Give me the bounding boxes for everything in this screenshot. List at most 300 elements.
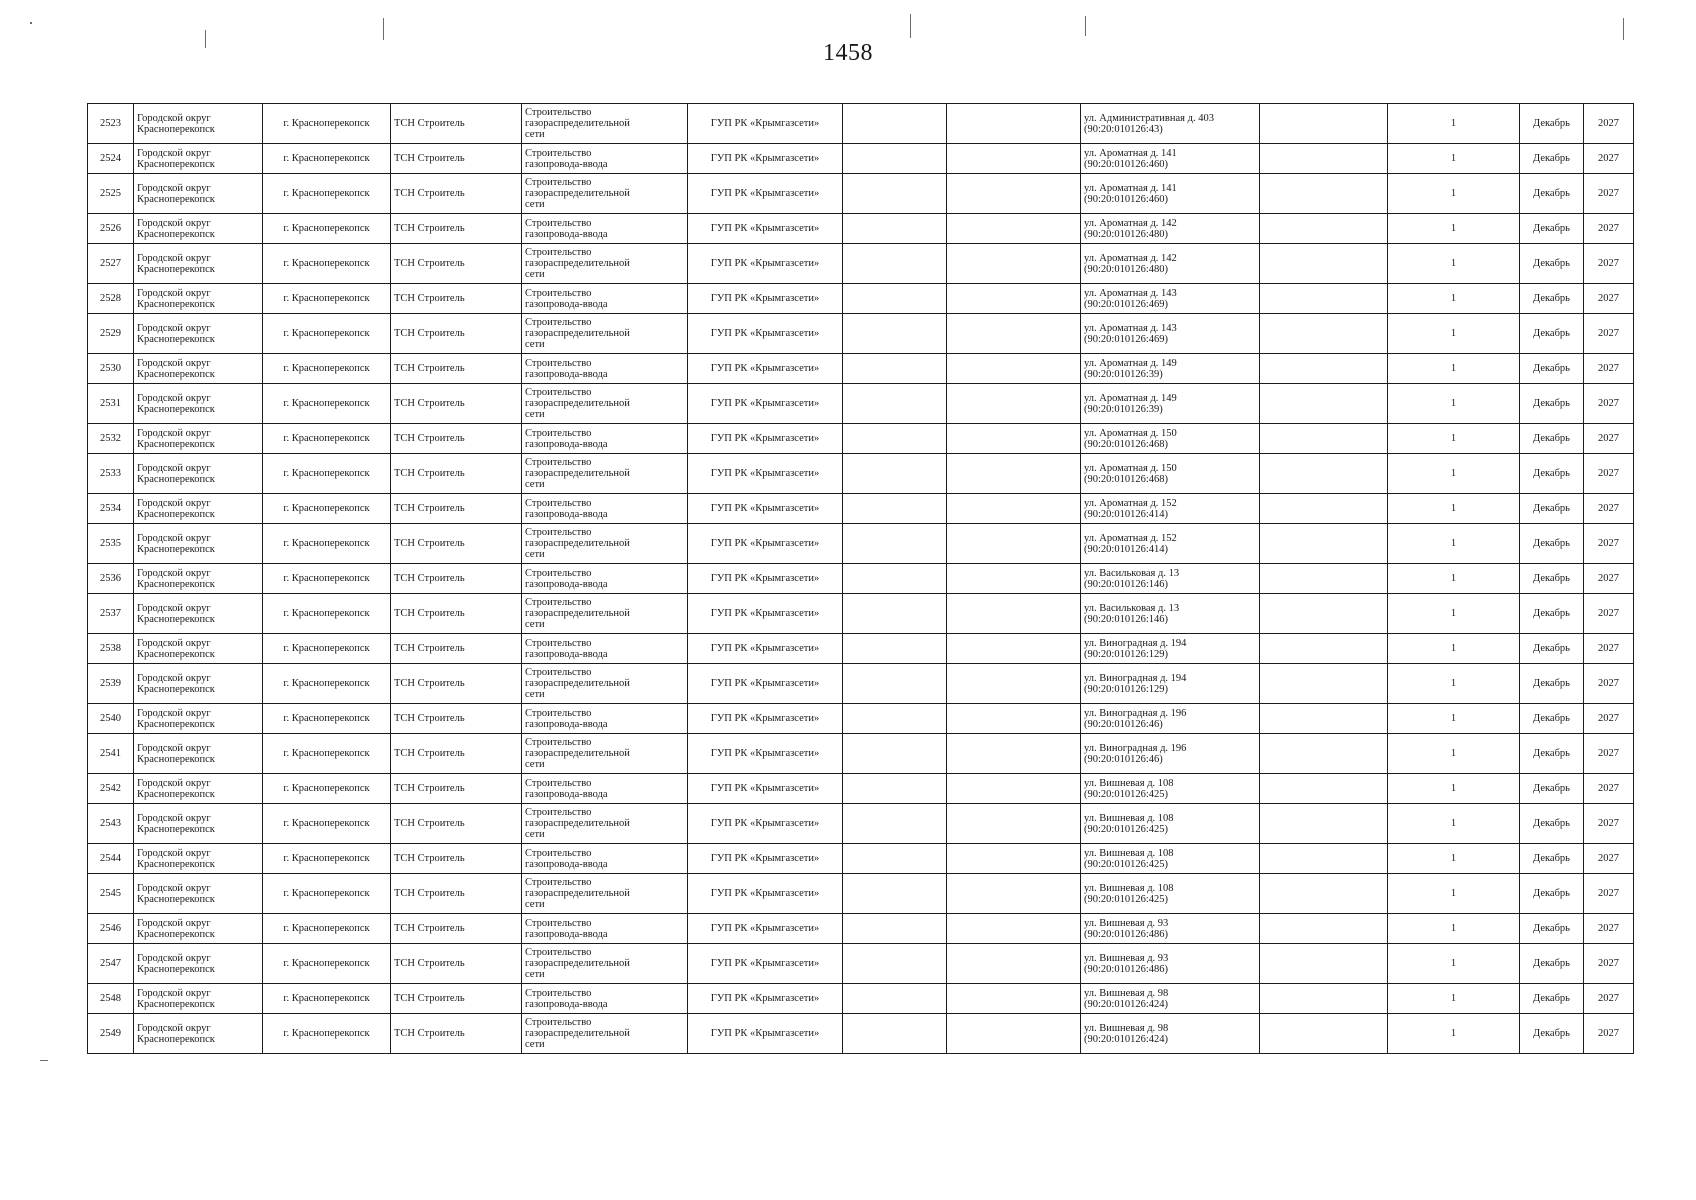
empty-cell (843, 174, 947, 214)
partnership-cell: ТСН Строитель (391, 174, 522, 214)
row-number-cell: 2541 (88, 734, 134, 774)
address-cell (1081, 524, 1260, 564)
partnership-cell: ТСН Строитель (391, 804, 522, 844)
district-cell-line: Красноперекопск (137, 193, 215, 205)
work-type-cell-line: газораспределительной (525, 748, 630, 759)
address-cell-line: ул. Виноградная д. 196 (1084, 707, 1187, 719)
row-number-cell: 2535 (88, 524, 134, 564)
work-type-cell-line: сети (525, 129, 545, 140)
work-type-cell (522, 174, 688, 214)
address-cell-line: ул. Ароматная д. 149 (1084, 357, 1177, 369)
month-cell: Декабрь (1520, 524, 1584, 564)
address-cell-line: (90:20:010126:39) (1084, 403, 1163, 415)
empty-cell (947, 174, 1081, 214)
city-cell: г. Красноперекопск (263, 594, 391, 634)
organization-cell: ГУП РК «Крымгазсети» (688, 874, 843, 914)
work-type-cell-line: Строительство (525, 427, 592, 439)
year-cell: 2027 (1584, 1014, 1634, 1054)
district-cell (134, 454, 263, 494)
district-cell-line: Красноперекопск (137, 473, 215, 485)
table-row (88, 874, 1634, 914)
city-cell: г. Красноперекопск (263, 424, 391, 454)
scan-artifact (383, 18, 384, 40)
city-cell: г. Красноперекопск (263, 564, 391, 594)
partnership-cell: ТСН Строитель (391, 1014, 522, 1054)
district-cell (134, 104, 263, 144)
work-type-cell-line: Строительство (525, 177, 592, 188)
partnership-cell: ТСН Строитель (391, 104, 522, 144)
work-type-cell-line: Строительство (525, 877, 592, 888)
city-cell: г. Красноперекопск (263, 944, 391, 984)
row-number-cell: 2538 (88, 634, 134, 664)
address-cell-line: ул. Вишневая д. 108 (1084, 777, 1174, 789)
count-cell: 1 (1388, 244, 1520, 284)
city-cell: г. Красноперекопск (263, 664, 391, 704)
table-row (88, 914, 1634, 944)
row-number-cell: 2547 (88, 944, 134, 984)
empty-cell (843, 844, 947, 874)
count-cell: 1 (1388, 984, 1520, 1014)
district-cell-line: Красноперекопск (137, 928, 215, 940)
organization-cell: ГУП РК «Крымгазсети» (688, 914, 843, 944)
scan-artifact (30, 22, 32, 24)
district-cell-line: Городской округ (137, 812, 211, 824)
count-cell: 1 (1388, 944, 1520, 984)
address-cell (1081, 634, 1260, 664)
address-cell-line: ул. Васильковая д. 13 (1084, 567, 1180, 579)
count-cell: 1 (1388, 844, 1520, 874)
empty-cell (947, 524, 1081, 564)
organization-cell: ГУП РК «Крымгазсети» (688, 734, 843, 774)
work-type-cell (522, 774, 688, 804)
address-cell-line: (90:20:010126:146) (1084, 613, 1168, 625)
month-cell: Декабрь (1520, 494, 1584, 524)
address-cell (1081, 664, 1260, 704)
address-cell-line: ул. Ароматная д. 143 (1084, 322, 1177, 334)
district-cell (134, 214, 263, 244)
empty-cell (843, 774, 947, 804)
district-cell-line: Городской округ (137, 287, 211, 299)
empty-cell (1260, 244, 1388, 284)
work-type-cell-line: Строительство (525, 107, 592, 118)
empty-cell (1260, 524, 1388, 564)
table-row (88, 284, 1634, 314)
empty-cell (843, 664, 947, 704)
work-type-cell-line: газопровода-ввода (525, 648, 608, 660)
row-number-cell: 2526 (88, 214, 134, 244)
row-number-cell: 2536 (88, 564, 134, 594)
work-type-cell-line: Строительство (525, 357, 592, 369)
count-cell: 1 (1388, 874, 1520, 914)
work-type-cell-line: газораспределительной (525, 398, 630, 409)
empty-cell (947, 244, 1081, 284)
year-cell: 2027 (1584, 914, 1634, 944)
row-number-cell: 2532 (88, 424, 134, 454)
district-cell-line: Красноперекопск (137, 683, 215, 695)
work-type-cell (522, 144, 688, 174)
partnership-cell: ТСН Строитель (391, 354, 522, 384)
year-cell: 2027 (1584, 104, 1634, 144)
table-row (88, 104, 1634, 144)
count-cell: 1 (1388, 914, 1520, 944)
district-cell-line: Городской округ (137, 707, 211, 719)
work-type-cell (522, 524, 688, 564)
work-type-cell-line: сети (525, 1039, 545, 1050)
district-cell-line: Городской округ (137, 322, 211, 334)
partnership-cell: ТСН Строитель (391, 774, 522, 804)
work-type-cell-line: газопровода-ввода (525, 858, 608, 870)
scan-artifact (1085, 16, 1086, 36)
empty-cell (1260, 424, 1388, 454)
work-type-cell (522, 804, 688, 844)
address-cell-line: ул. Ароматная д. 150 (1084, 462, 1177, 474)
month-cell: Декабрь (1520, 704, 1584, 734)
city-cell: г. Красноперекопск (263, 454, 391, 494)
work-type-cell-line: Строительство (525, 387, 592, 398)
work-type-cell-line: газопровода-ввода (525, 578, 608, 590)
work-type-cell-line: газопровода-ввода (525, 508, 608, 520)
address-cell-line: ул. Виноградная д. 196 (1084, 742, 1187, 754)
gasification-registry-table (87, 103, 1634, 1054)
work-type-cell-line: газораспределительной (525, 678, 630, 689)
year-cell: 2027 (1584, 734, 1634, 774)
district-cell (134, 354, 263, 384)
empty-cell (843, 734, 947, 774)
empty-cell (1260, 284, 1388, 314)
partnership-cell: ТСН Строитель (391, 524, 522, 564)
organization-cell: ГУП РК «Крымгазсети» (688, 524, 843, 564)
district-cell-line: Городской округ (137, 112, 211, 124)
table-row (88, 244, 1634, 284)
month-cell: Декабрь (1520, 564, 1584, 594)
district-cell-line: Красноперекопск (137, 403, 215, 415)
empty-cell (1260, 774, 1388, 804)
row-number-cell: 2548 (88, 984, 134, 1014)
row-number-cell: 2524 (88, 144, 134, 174)
empty-cell (947, 634, 1081, 664)
table-row (88, 774, 1634, 804)
work-type-cell-line: газораспределительной (525, 258, 630, 269)
address-cell (1081, 944, 1260, 984)
address-cell (1081, 984, 1260, 1014)
work-type-cell-line: Строительство (525, 497, 592, 509)
address-cell-line: (90:20:010126:468) (1084, 438, 1168, 450)
empty-cell (947, 424, 1081, 454)
address-cell-line: ул. Ароматная д. 141 (1084, 182, 1177, 194)
district-cell-line: Красноперекопск (137, 753, 215, 765)
year-cell: 2027 (1584, 144, 1634, 174)
address-cell-line: ул. Виноградная д. 194 (1084, 637, 1187, 649)
city-cell: г. Красноперекопск (263, 174, 391, 214)
district-cell (134, 844, 263, 874)
table-row (88, 144, 1634, 174)
address-cell-line: (90:20:010126:486) (1084, 928, 1168, 940)
work-type-cell-line: Строительство (525, 847, 592, 859)
address-cell (1081, 804, 1260, 844)
city-cell: г. Красноперекопск (263, 284, 391, 314)
work-type-cell-line: сети (525, 619, 545, 630)
district-cell-line: Красноперекопск (137, 578, 215, 590)
address-cell (1081, 704, 1260, 734)
address-cell (1081, 914, 1260, 944)
district-cell (134, 564, 263, 594)
work-type-cell-line: Строительство (525, 707, 592, 719)
work-type-cell (522, 984, 688, 1014)
district-cell-line: Городской округ (137, 252, 211, 264)
row-number-cell: 2540 (88, 704, 134, 734)
year-cell: 2027 (1584, 564, 1634, 594)
city-cell: г. Красноперекопск (263, 384, 391, 424)
work-type-cell-line: сети (525, 899, 545, 910)
scan-artifact (1623, 18, 1624, 40)
empty-cell (843, 214, 947, 244)
address-cell-line: ул. Ароматная д. 141 (1084, 147, 1177, 159)
address-cell (1081, 174, 1260, 214)
work-type-cell-line: Строительство (525, 597, 592, 608)
district-cell (134, 664, 263, 704)
registry-rows (88, 104, 1634, 1054)
work-type-cell (522, 664, 688, 704)
row-number-cell: 2534 (88, 494, 134, 524)
organization-cell: ГУП РК «Крымгазсети» (688, 244, 843, 284)
work-type-cell-line: Строительство (525, 917, 592, 929)
address-cell-line: ул. Вишневая д. 108 (1084, 812, 1174, 824)
organization-cell: ГУП РК «Крымгазсети» (688, 804, 843, 844)
empty-cell (843, 384, 947, 424)
address-cell-line: (90:20:010126:480) (1084, 263, 1168, 275)
city-cell: г. Красноперекопск (263, 774, 391, 804)
work-type-cell-line: сети (525, 409, 545, 420)
empty-cell (1260, 144, 1388, 174)
work-type-cell (522, 244, 688, 284)
work-type-cell (522, 844, 688, 874)
partnership-cell: ТСН Строитель (391, 984, 522, 1014)
district-cell (134, 424, 263, 454)
table-row (88, 984, 1634, 1014)
row-number-cell: 2531 (88, 384, 134, 424)
address-cell (1081, 354, 1260, 384)
count-cell: 1 (1388, 704, 1520, 734)
empty-cell (947, 774, 1081, 804)
empty-cell (1260, 734, 1388, 774)
empty-cell (947, 914, 1081, 944)
count-cell: 1 (1388, 564, 1520, 594)
district-cell-line: Городской округ (137, 917, 211, 929)
count-cell: 1 (1388, 454, 1520, 494)
address-cell (1081, 774, 1260, 804)
month-cell: Декабрь (1520, 174, 1584, 214)
district-cell (134, 734, 263, 774)
work-type-cell-line: Строительство (525, 567, 592, 579)
count-cell: 1 (1388, 594, 1520, 634)
count-cell: 1 (1388, 314, 1520, 354)
city-cell: г. Красноперекопск (263, 524, 391, 564)
empty-cell (1260, 664, 1388, 704)
table-row (88, 454, 1634, 494)
district-cell-line: Красноперекопск (137, 508, 215, 520)
table-row (88, 634, 1634, 664)
district-cell-line: Красноперекопск (137, 123, 215, 135)
address-cell-line: ул. Вишневая д. 108 (1084, 847, 1174, 859)
empty-cell (843, 984, 947, 1014)
work-type-cell-line: газопровода-ввода (525, 928, 608, 940)
address-cell-line: (90:20:010126:468) (1084, 473, 1168, 485)
district-cell-line: Городской округ (137, 357, 211, 369)
address-cell-line: (90:20:010126:129) (1084, 683, 1168, 695)
row-number-cell: 2542 (88, 774, 134, 804)
work-type-cell (522, 594, 688, 634)
address-cell-line: (90:20:010126:460) (1084, 158, 1168, 170)
district-cell-line: Красноперекопск (137, 368, 215, 380)
work-type-cell-line: сети (525, 339, 545, 350)
district-cell-line: Городской округ (137, 987, 211, 999)
organization-cell: ГУП РК «Крымгазсети» (688, 564, 843, 594)
district-cell-line: Красноперекопск (137, 648, 215, 660)
partnership-cell: ТСН Строитель (391, 944, 522, 984)
table-row (88, 384, 1634, 424)
month-cell: Декабрь (1520, 984, 1584, 1014)
work-type-cell (522, 454, 688, 494)
count-cell: 1 (1388, 424, 1520, 454)
address-cell (1081, 734, 1260, 774)
year-cell: 2027 (1584, 424, 1634, 454)
organization-cell: ГУП РК «Крымгазсети» (688, 284, 843, 314)
table-row (88, 214, 1634, 244)
partnership-cell: ТСН Строитель (391, 874, 522, 914)
empty-cell (843, 594, 947, 634)
address-cell (1081, 424, 1260, 454)
city-cell: г. Красноперекопск (263, 214, 391, 244)
address-cell-line: ул. Виноградная д. 194 (1084, 672, 1187, 684)
work-type-cell-line: сети (525, 689, 545, 700)
month-cell: Декабрь (1520, 104, 1584, 144)
month-cell: Декабрь (1520, 844, 1584, 874)
work-type-cell-line: Строительство (525, 217, 592, 229)
district-cell-line: Красноперекопск (137, 998, 215, 1010)
work-type-cell-line: газораспределительной (525, 538, 630, 549)
year-cell: 2027 (1584, 844, 1634, 874)
row-number-cell: 2549 (88, 1014, 134, 1054)
district-cell (134, 704, 263, 734)
district-cell (134, 174, 263, 214)
empty-cell (843, 1014, 947, 1054)
address-cell-line: (90:20:010126:460) (1084, 193, 1168, 205)
address-cell-line: (90:20:010126:146) (1084, 578, 1168, 590)
table-row (88, 174, 1634, 214)
district-cell-line: Городской округ (137, 497, 211, 509)
address-cell-line: ул. Вишневая д. 98 (1084, 1022, 1169, 1034)
scan-artifact (205, 30, 206, 48)
table-row (88, 704, 1634, 734)
month-cell: Декабрь (1520, 874, 1584, 914)
address-cell-line: (90:20:010126:129) (1084, 648, 1168, 660)
empty-cell (1260, 944, 1388, 984)
count-cell: 1 (1388, 494, 1520, 524)
partnership-cell: ТСН Строитель (391, 914, 522, 944)
work-type-cell-line: Строительство (525, 247, 592, 258)
empty-cell (947, 564, 1081, 594)
organization-cell: ГУП РК «Крымгазсети» (688, 634, 843, 664)
address-cell-line: (90:20:010126:414) (1084, 543, 1168, 555)
row-number-cell: 2529 (88, 314, 134, 354)
partnership-cell: ТСН Строитель (391, 564, 522, 594)
work-type-cell-line: сети (525, 549, 545, 560)
address-cell-line: (90:20:010126:469) (1084, 298, 1168, 310)
district-cell-line: Городской округ (137, 637, 211, 649)
empty-cell (843, 804, 947, 844)
partnership-cell: ТСН Строитель (391, 704, 522, 734)
month-cell: Декабрь (1520, 1014, 1584, 1054)
district-cell-line: Городской округ (137, 602, 211, 614)
work-type-cell-line: газопровода-ввода (525, 998, 608, 1010)
scan-artifact (40, 1060, 48, 1061)
year-cell: 2027 (1584, 384, 1634, 424)
organization-cell: ГУП РК «Крымгазсети» (688, 704, 843, 734)
city-cell: г. Красноперекопск (263, 634, 391, 664)
city-cell: г. Красноперекопск (263, 1014, 391, 1054)
count-cell: 1 (1388, 774, 1520, 804)
empty-cell (843, 634, 947, 664)
work-type-cell-line: газораспределительной (525, 468, 630, 479)
district-cell-line: Городской округ (137, 392, 211, 404)
empty-cell (843, 104, 947, 144)
city-cell: г. Красноперекопск (263, 314, 391, 354)
year-cell: 2027 (1584, 704, 1634, 734)
district-cell (134, 634, 263, 664)
address-cell (1081, 494, 1260, 524)
empty-cell (1260, 984, 1388, 1014)
work-type-cell-line: Строительство (525, 1017, 592, 1028)
empty-cell (1260, 354, 1388, 384)
month-cell: Декабрь (1520, 914, 1584, 944)
empty-cell (947, 314, 1081, 354)
empty-cell (1260, 704, 1388, 734)
district-cell (134, 144, 263, 174)
address-cell-line: ул. Ароматная д. 143 (1084, 287, 1177, 299)
empty-cell (947, 494, 1081, 524)
organization-cell: ГУП РК «Крымгазсети» (688, 424, 843, 454)
partnership-cell: ТСН Строитель (391, 494, 522, 524)
year-cell: 2027 (1584, 284, 1634, 314)
empty-cell (947, 384, 1081, 424)
partnership-cell: ТСН Строитель (391, 734, 522, 774)
partnership-cell: ТСН Строитель (391, 384, 522, 424)
row-number-cell: 2545 (88, 874, 134, 914)
row-number-cell: 2528 (88, 284, 134, 314)
city-cell: г. Красноперекопск (263, 704, 391, 734)
organization-cell: ГУП РК «Крымгазсети» (688, 664, 843, 704)
work-type-cell-line: газопровода-ввода (525, 158, 608, 170)
work-type-cell (522, 704, 688, 734)
organization-cell: ГУП РК «Крымгазсети» (688, 354, 843, 384)
empty-cell (1260, 564, 1388, 594)
work-type-cell-line: газораспределительной (525, 608, 630, 619)
month-cell: Декабрь (1520, 384, 1584, 424)
address-cell-line: (90:20:010126:469) (1084, 333, 1168, 345)
empty-cell (843, 524, 947, 564)
partnership-cell: ТСН Строитель (391, 314, 522, 354)
district-cell-line: Красноперекопск (137, 263, 215, 275)
organization-cell: ГУП РК «Крымгазсети» (688, 454, 843, 494)
partnership-cell: ТСН Строитель (391, 244, 522, 284)
work-type-cell (522, 424, 688, 454)
empty-cell (1260, 874, 1388, 914)
row-number-cell: 2527 (88, 244, 134, 284)
month-cell: Декабрь (1520, 944, 1584, 984)
empty-cell (1260, 314, 1388, 354)
row-number-cell: 2543 (88, 804, 134, 844)
work-type-cell-line: газораспределительной (525, 888, 630, 899)
